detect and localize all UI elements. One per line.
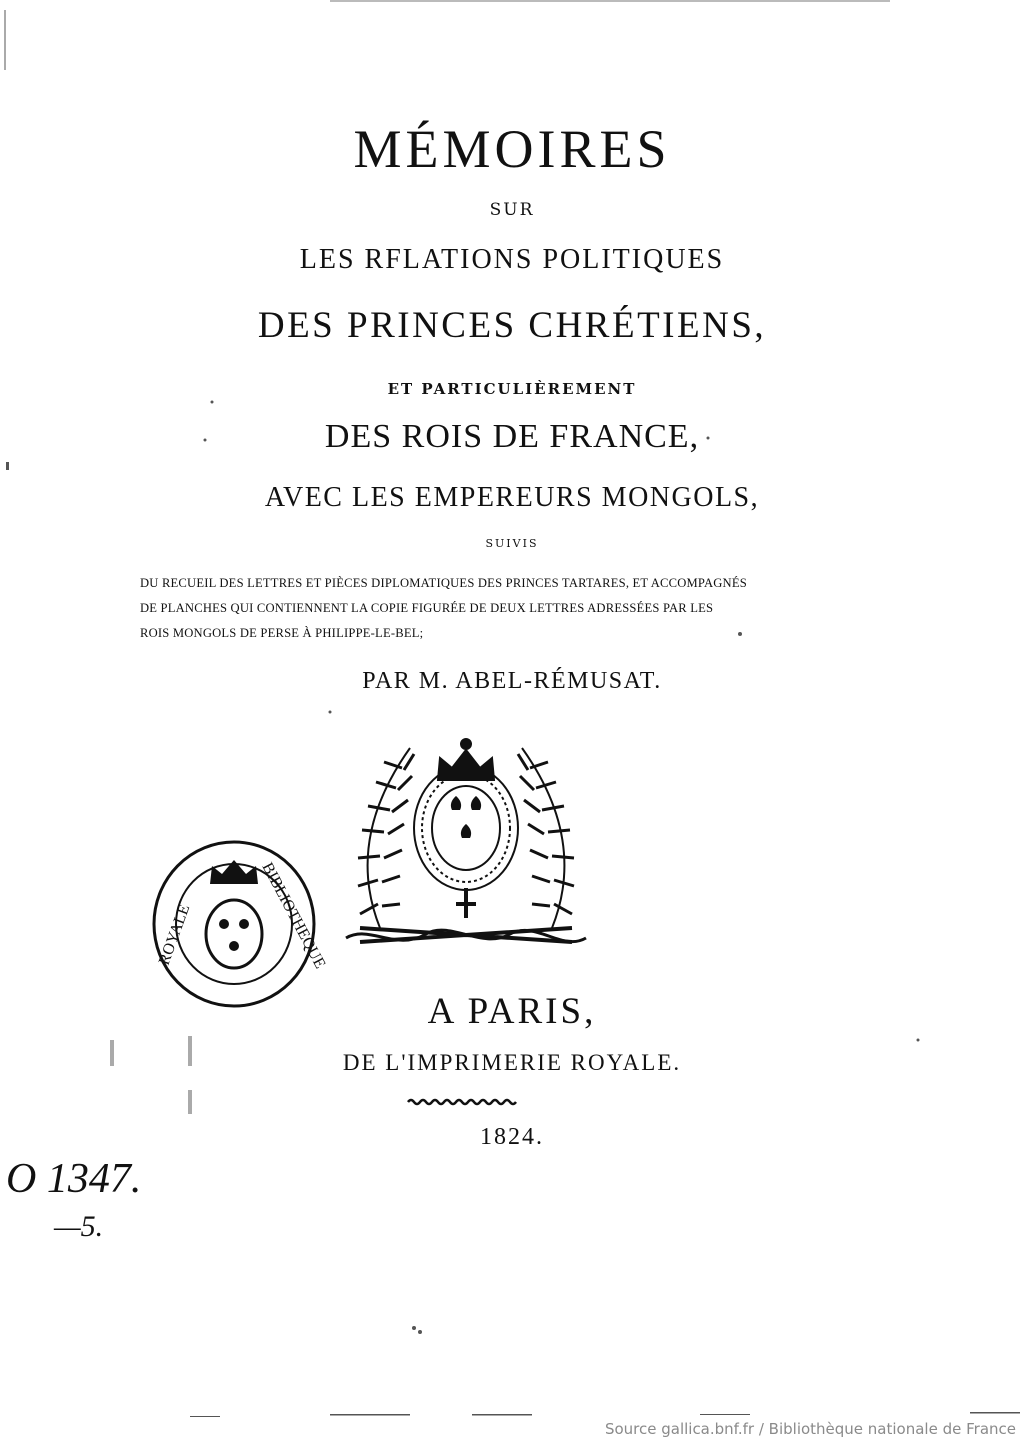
imprint-printer: DE L'IMPRIMERIE ROYALE. xyxy=(342,1050,682,1075)
shelfmark-line1: O 1347. xyxy=(6,1156,142,1202)
shelfmark-line2: —5. xyxy=(54,1210,104,1243)
subtitle-princes: DES PRINCES CHRÉTIENS, xyxy=(257,305,767,346)
imprint-city: A PARIS, xyxy=(427,991,597,1032)
stamp-text-left: ROYALE xyxy=(155,902,194,968)
ornamental-rule xyxy=(408,1098,518,1106)
stamp-text-right: BIBLIOTHEQUE xyxy=(258,859,329,972)
title-connector: SUR xyxy=(489,200,535,220)
subtitle-relations: LES RFLATIONS POLITIQUES xyxy=(299,244,725,275)
description-line: DU RECUEIL DES LETTRES ET PIÈCES DIPLOMATIQUES DES PRINCES TARTARES, ET ACCOMPAGNÉS xyxy=(140,576,747,590)
book-title: MÉMOIRES xyxy=(353,119,671,179)
contents-description xyxy=(140,571,830,646)
description-line: DE PLANCHES QUI CONTIENNENT LA COPIE FIGURÉE DE DEUX LETTRES ADRESSÉES PAR LES xyxy=(140,601,714,615)
subtitle-rois: DES ROIS DE FRANCE, xyxy=(324,418,700,455)
source-attribution: Source gallica.bnf.fr / Bibliothèque nationale de France xyxy=(604,1420,1016,1438)
subtitle-particulierement: ET PARTICULIÈREMENT xyxy=(387,380,637,398)
library-stamp-icon xyxy=(150,838,329,1010)
description-line: ROIS MONGOLS DE PERSE À PHILIPPE-LE-BEL; xyxy=(140,626,424,640)
author-line: PAR M. ABEL-RÉMUSAT. xyxy=(362,668,662,694)
subtitle-suivis: SUIVIS xyxy=(485,537,539,550)
imprint-year: 1824. xyxy=(480,1124,544,1150)
shelfmark xyxy=(4,1150,174,1245)
subtitle-empereurs: AVEC LES EMPEREURS MONGOLS, xyxy=(264,482,760,513)
royal-crest-icon xyxy=(340,728,592,958)
